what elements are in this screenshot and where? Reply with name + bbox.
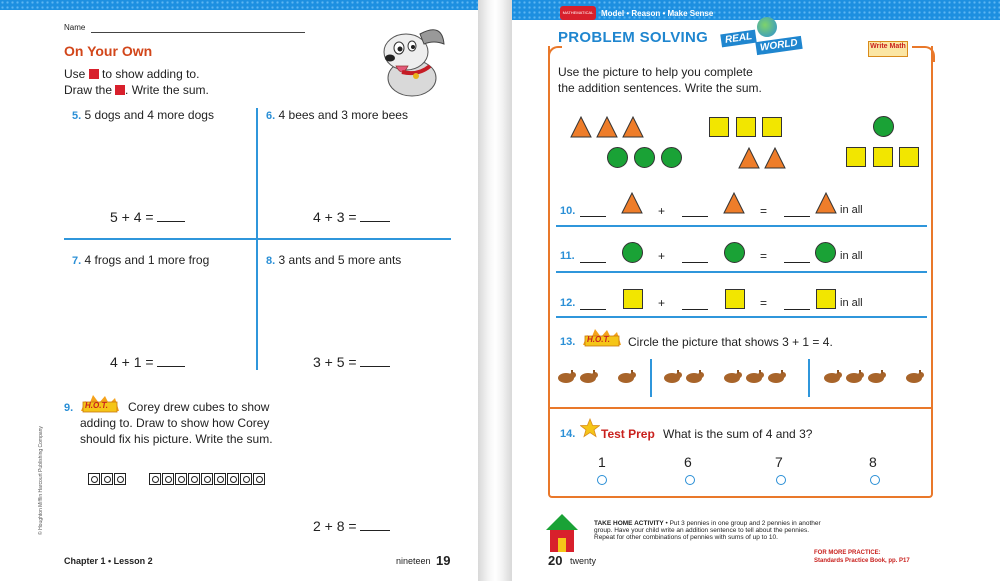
hot-badge: H.O.T. — [581, 327, 623, 347]
triangle-icon — [815, 192, 837, 214]
right-page — [512, 0, 1000, 581]
yellow-square — [846, 147, 866, 167]
book-gutter — [478, 0, 512, 581]
answer-blank[interactable] — [784, 215, 810, 217]
problem-9-number: 9. — [64, 402, 74, 414]
globe-icon — [757, 17, 777, 37]
grid-divider-horizontal — [64, 238, 451, 240]
answer-blank[interactable] — [360, 220, 390, 222]
bunny-icon — [684, 370, 704, 383]
problem-5-equation: 5 + 4 = — [110, 209, 185, 225]
row-12-number: 12. — [560, 297, 576, 309]
footer-page-number: 19 — [436, 553, 451, 568]
problem-6: 6. 4 bees and 3 more bees — [266, 108, 408, 122]
plus-sign: + — [658, 204, 666, 218]
cube — [114, 473, 126, 485]
bunny-icon — [578, 370, 598, 383]
yellow-square — [899, 147, 919, 167]
row-divider — [556, 316, 927, 318]
answer-blank[interactable] — [784, 261, 810, 263]
cube-train-2 — [88, 473, 127, 485]
option-1-radio[interactable] — [597, 475, 607, 485]
cube — [253, 473, 265, 485]
frame-corner — [912, 46, 935, 62]
problem-8-equation: 3 + 5 = — [313, 354, 390, 370]
star-icon — [580, 418, 600, 438]
row-divider — [556, 271, 927, 273]
cube-icon — [89, 69, 99, 79]
triangle-icon — [597, 117, 617, 137]
footer-chapter: Chapter 1 • Lesson 2 — [64, 556, 153, 566]
cube — [162, 473, 174, 485]
answer-blank[interactable] — [360, 365, 390, 367]
green-circle — [661, 147, 682, 168]
test-prep-label: Test Prep — [601, 427, 655, 441]
instructions-line-1: Use to show adding to. — [64, 67, 200, 81]
bunny-icon — [616, 370, 636, 383]
green-circle — [815, 242, 836, 263]
yellow-square — [736, 117, 756, 137]
frame-corner — [548, 46, 562, 62]
cube — [227, 473, 239, 485]
answer-blank[interactable] — [157, 220, 185, 222]
test-prep-divider — [548, 407, 933, 409]
cube-train-8 — [149, 473, 266, 485]
plus-sign: + — [658, 296, 666, 310]
yellow-square — [725, 289, 745, 309]
practices-badge: MATHEMATICAL PRACTICES — [560, 6, 596, 20]
footer-page-word: nineteen — [396, 556, 431, 566]
in-all-label: in all — [840, 250, 863, 262]
answer-blank[interactable] — [682, 215, 708, 217]
triangle-icon — [739, 148, 759, 168]
cube-icon — [115, 85, 125, 95]
option-2-label: 6 — [684, 454, 692, 470]
answer-blank[interactable] — [580, 308, 606, 310]
bunny-icon — [844, 370, 864, 383]
row-10-number: 10. — [560, 205, 576, 217]
q13-text: Circle the picture that shows 3 + 1 = 4. — [628, 335, 833, 349]
copyright: © Houghton Mifflin Harcourt Publishing Company — [38, 426, 44, 535]
bunny-icon — [866, 370, 886, 383]
answer-blank[interactable] — [580, 215, 606, 217]
equals-sign: = — [760, 249, 768, 263]
problem-9-equation: 2 + 8 = — [313, 518, 390, 534]
footer-page-number: 20 — [548, 553, 563, 568]
q13-number: 13. — [560, 336, 576, 348]
hot-badge: H.O.T. — [79, 393, 121, 413]
cube — [149, 473, 161, 485]
problem-7-equation: 4 + 1 = — [110, 354, 185, 370]
cube — [101, 473, 113, 485]
answer-blank[interactable] — [682, 261, 708, 263]
intro-line-2: the addition sentences. Write the sum. — [558, 81, 762, 95]
option-2-radio[interactable] — [685, 475, 695, 485]
choice-divider — [650, 359, 652, 397]
green-circle — [622, 242, 643, 263]
write-math-badge: Write Math — [868, 41, 908, 57]
problem-9-line-2: adding to. Draw to show how Corey — [80, 416, 270, 430]
left-page — [0, 0, 478, 581]
banner-text: Model • Reason • Make Sense — [601, 9, 714, 18]
yellow-square — [762, 117, 782, 137]
option-3-label: 7 — [775, 454, 783, 470]
q14-text: What is the sum of 4 and 3? — [663, 427, 813, 441]
problem-8: 8. 3 ants and 5 more ants — [266, 253, 402, 267]
answer-blank[interactable] — [682, 308, 708, 310]
intro-line-1: Use the picture to help you complete — [558, 65, 753, 79]
instructions-line-2: Draw the . Write the sum. — [64, 83, 209, 97]
problem-9-line-3: should fix his picture. Write the sum. — [80, 432, 273, 446]
bunny-choice-1[interactable] — [548, 357, 648, 397]
yellow-square — [623, 289, 643, 309]
answer-blank[interactable] — [157, 365, 185, 367]
bunny-icon — [722, 370, 742, 383]
bunny-icon — [556, 370, 576, 383]
bunny-choice-2[interactable] — [654, 357, 804, 397]
triangle-icon — [765, 148, 785, 168]
bunny-choice-3[interactable] — [812, 357, 932, 397]
footer-page-word: twenty — [570, 556, 597, 566]
answer-blank[interactable] — [784, 308, 810, 310]
section-title: On Your Own — [64, 43, 153, 59]
green-circle — [634, 147, 655, 168]
bunny-icon — [744, 370, 764, 383]
cube — [188, 473, 200, 485]
answer-blank[interactable] — [580, 261, 606, 263]
more-practice-line-2: Standards Practice Book, pp. P17 — [814, 558, 910, 564]
bunny-choices — [548, 357, 933, 401]
in-all-label: in all — [840, 204, 863, 216]
problem-solving-title: PROBLEM SOLVING — [558, 29, 709, 46]
orange-triangles-group — [738, 146, 788, 170]
green-circle — [724, 242, 745, 263]
real-label: REAL — [720, 30, 757, 48]
option-1-label: 1 — [598, 454, 606, 470]
cube — [88, 473, 100, 485]
q14-number: 14. — [560, 428, 576, 440]
choice-divider — [808, 359, 810, 397]
yellow-square — [816, 289, 836, 309]
problem-9-line-1: Corey drew cubes to show — [128, 400, 270, 414]
yellow-square — [709, 117, 729, 137]
name-field[interactable] — [91, 32, 305, 33]
green-circle — [873, 116, 894, 137]
green-circle — [607, 147, 628, 168]
name-label: Name — [64, 23, 86, 32]
answer-blank[interactable] — [360, 529, 390, 531]
cube — [214, 473, 226, 485]
world-label: WORLD — [755, 36, 802, 55]
triangle-icon — [571, 117, 591, 137]
bunny-icon — [662, 370, 682, 383]
bunny-icon — [904, 370, 924, 383]
cube — [175, 473, 187, 485]
dog-illustration — [372, 20, 452, 98]
option-4-label: 8 — [869, 454, 877, 470]
problem-5: 5. 5 dogs and 4 more dogs — [72, 108, 214, 122]
option-3-radio[interactable] — [776, 475, 786, 485]
problem-6-equation: 4 + 3 = — [313, 209, 390, 225]
top-band — [0, 0, 478, 10]
row-divider — [556, 225, 927, 227]
in-all-label: in all — [840, 297, 863, 309]
take-home-activity: TAKE HOME ACTIVITY • Put 3 pennies in one group and 2 pennies in another group. Have your child write an addition sentence to tell about the pennies. Repeat for other combinations of pennies with sums of up to 10. — [594, 520, 821, 541]
orange-triangles-group — [570, 115, 644, 139]
triangle-icon — [623, 117, 643, 137]
triangle-icon — [723, 192, 745, 214]
yellow-square — [873, 147, 893, 167]
bunny-icon — [766, 370, 786, 383]
bunny-icon — [822, 370, 842, 383]
equals-sign: = — [760, 296, 768, 310]
cube — [240, 473, 252, 485]
row-11-number: 11. — [560, 250, 575, 262]
triangle-icon — [621, 192, 643, 214]
house-icon — [542, 510, 582, 554]
more-practice-line-1: FOR MORE PRACTICE: — [814, 550, 881, 556]
plus-sign: + — [658, 249, 666, 263]
option-4-radio[interactable] — [870, 475, 880, 485]
cube — [201, 473, 213, 485]
problem-7: 7. 4 frogs and 1 more frog — [72, 253, 210, 267]
equals-sign: = — [760, 204, 768, 218]
